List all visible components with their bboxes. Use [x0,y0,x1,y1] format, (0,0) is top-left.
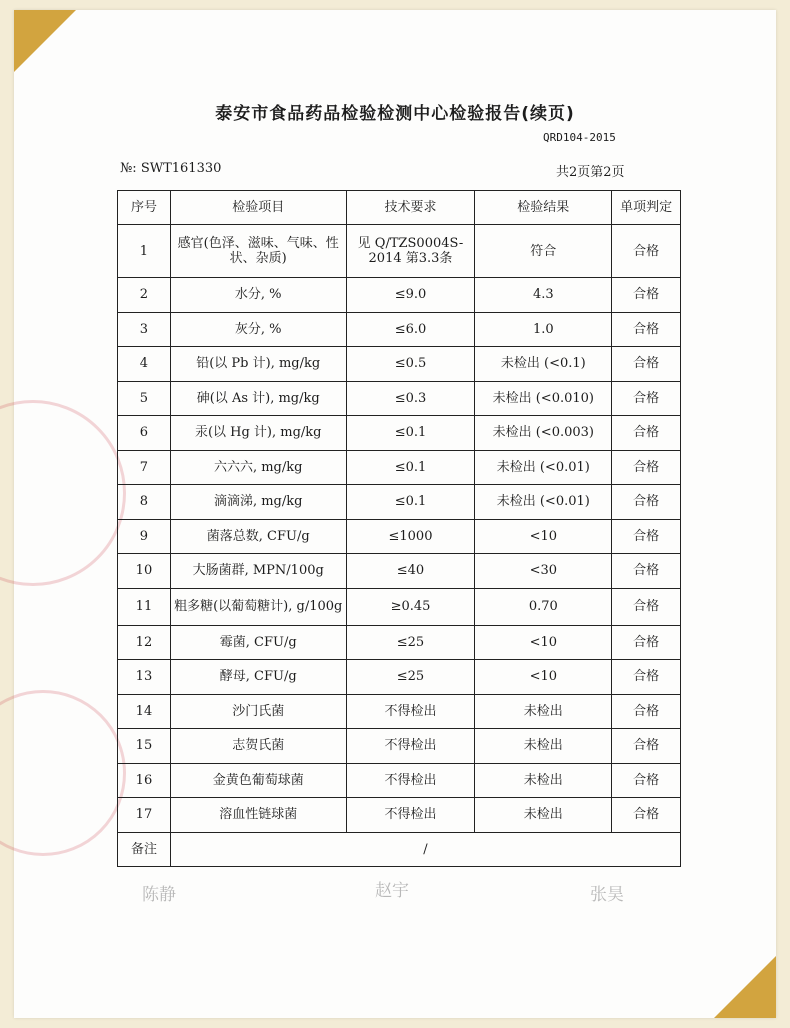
table-row [118,729,681,764]
cell-verdict: 合格 [612,450,681,485]
cell-no: 11 [118,588,171,625]
table-row [118,450,681,485]
cell-verdict: 合格 [612,381,681,416]
cell-result: 0.70 [475,588,612,625]
cell-item: 志贺氏菌 [170,729,346,764]
cell-no: 6 [118,416,171,451]
cell-requirement: ≤25 [346,660,475,695]
cell-no: 14 [118,694,171,729]
signature-1: 陈静 [142,885,176,905]
cell-no: 9 [118,519,171,554]
cell-verdict: 合格 [612,312,681,347]
cell-requirement: ≥0.45 [346,588,475,625]
report-number: №: SWT161330 [120,161,222,176]
cell-verdict: 合格 [612,519,681,554]
cell-requirement: 不得检出 [346,729,475,764]
table-row [118,312,681,347]
cell-result: 1.0 [475,312,612,347]
cell-no: 17 [118,798,171,833]
cell-requirement: 不得检出 [346,763,475,798]
cell-requirement: ≤1000 [346,519,475,554]
cell-item: 铅(以 Pb 计), mg/kg [170,347,346,382]
cell-item: 金黄色葡萄球菌 [170,763,346,798]
corner-decoration-bottom-right [714,956,776,1018]
cell-no: 13 [118,660,171,695]
cell-verdict: 合格 [612,416,681,451]
cell-no: 15 [118,729,171,764]
cell-no: 12 [118,625,171,660]
cell-verdict: 合格 [612,225,681,278]
cell-no: 8 [118,485,171,520]
table-row [118,798,681,833]
cell-result: 未检出 [475,694,612,729]
cell-result: 4.3 [475,278,612,313]
cell-item: 六六六, mg/kg [170,450,346,485]
signature-3: 张昊 [590,885,624,905]
cell-verdict: 合格 [612,660,681,695]
cell-no: 3 [118,312,171,347]
cell-requirement: 不得检出 [346,798,475,833]
cell-requirement: ≤0.3 [346,381,475,416]
remark-label: 备注 [118,832,171,867]
signature-2: 赵宇 [375,881,409,901]
cell-result: 未检出 (<0.010) [475,381,612,416]
cell-result: 未检出 [475,798,612,833]
table-row [118,694,681,729]
cell-requirement: ≤0.1 [346,416,475,451]
col-header-item: 检验项目 [170,191,346,225]
table-row [118,554,681,589]
remark-row [118,832,681,867]
cell-no: 4 [118,347,171,382]
inspection-table [117,190,681,867]
table-row [118,588,681,625]
cell-no: 10 [118,554,171,589]
cell-result: 未检出 (<0.01) [475,450,612,485]
cell-verdict: 合格 [612,278,681,313]
cell-item: 溶血性链球菌 [170,798,346,833]
table-row [118,485,681,520]
cell-requirement: ≤6.0 [346,312,475,347]
cell-verdict: 合格 [612,694,681,729]
cell-item: 水分, % [170,278,346,313]
cell-item: 感官(色泽、滋味、气味、性状、杂质) [170,225,346,278]
cell-verdict: 合格 [612,729,681,764]
cell-verdict: 合格 [612,554,681,589]
cell-result: <10 [475,660,612,695]
cell-verdict: 合格 [612,763,681,798]
cell-result: 未检出 [475,763,612,798]
cell-verdict: 合格 [612,798,681,833]
cell-item: 大肠菌群, MPN/100g [170,554,346,589]
cell-item: 菌落总数, CFU/g [170,519,346,554]
cell-result: <10 [475,519,612,554]
cell-result: 未检出 (<0.01) [475,485,612,520]
cell-requirement: 不得检出 [346,694,475,729]
cell-result: <10 [475,625,612,660]
cell-verdict: 合格 [612,347,681,382]
cell-result: 符合 [475,225,612,278]
table-row [118,660,681,695]
cell-no: 1 [118,225,171,278]
cell-result: 未检出 (<0.1) [475,347,612,382]
col-header-requirement: 技术要求 [346,191,475,225]
cell-item: 汞(以 Hg 计), mg/kg [170,416,346,451]
cell-requirement: ≤9.0 [346,278,475,313]
table-row [118,381,681,416]
cell-requirement: ≤0.1 [346,485,475,520]
cell-item: 砷(以 As 计), mg/kg [170,381,346,416]
cell-result: <30 [475,554,612,589]
corner-decoration-top-left [14,10,76,72]
cell-no: 5 [118,381,171,416]
cell-requirement: ≤25 [346,625,475,660]
document-code: QRD104-2015 [543,131,616,144]
table-row [118,347,681,382]
cell-item: 滴滴涕, mg/kg [170,485,346,520]
cell-item: 粗多糖(以葡萄糖计), g/100g [170,588,346,625]
cell-requirement: ≤40 [346,554,475,589]
cell-result: 未检出 (<0.003) [475,416,612,451]
cell-no: 16 [118,763,171,798]
table-row [118,225,681,278]
cell-verdict: 合格 [612,485,681,520]
col-header-result: 检验结果 [475,191,612,225]
cell-requirement: ≤0.5 [346,347,475,382]
cell-result: 未检出 [475,729,612,764]
col-header-verdict: 单项判定 [612,191,681,225]
table-row [118,278,681,313]
table-row [118,625,681,660]
cell-item: 霉菌, CFU/g [170,625,346,660]
report-title: 泰安市食品药品检验检测中心检验报告(续页) [215,104,575,124]
table-row [118,416,681,451]
page-count: 共2页第2页 [556,165,625,180]
cell-requirement: ≤0.1 [346,450,475,485]
cell-verdict: 合格 [612,625,681,660]
cell-no: 7 [118,450,171,485]
cell-verdict: 合格 [612,588,681,625]
cell-item: 沙门氏菌 [170,694,346,729]
cell-item: 灰分, % [170,312,346,347]
cell-requirement: 见 Q/TZS0004S-2014 第3.3条 [346,225,475,278]
cell-no: 2 [118,278,171,313]
cell-item: 酵母, CFU/g [170,660,346,695]
table-header-row [118,191,681,225]
remark-value: / [170,832,680,867]
col-header-no: 序号 [118,191,171,225]
table-row [118,763,681,798]
table-row [118,519,681,554]
